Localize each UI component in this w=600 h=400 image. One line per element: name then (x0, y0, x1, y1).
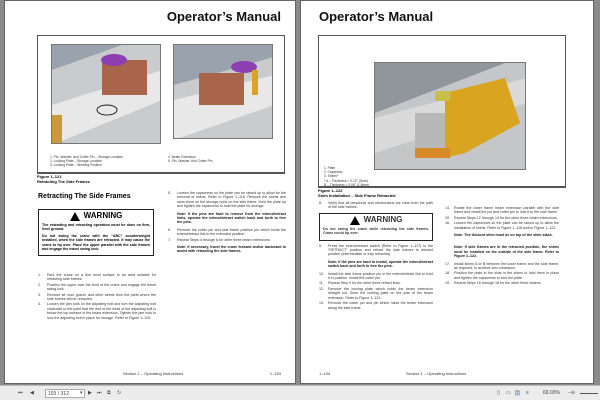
legend-item: B – Thickness = 0.06” (1.5mm) (324, 182, 370, 187)
continuous-page-icon[interactable]: ▭ (506, 390, 511, 396)
step-text: Position the upper over the front of the crane and engage the travel swing lock. (47, 282, 156, 292)
figure-image-working (173, 44, 273, 139)
step (168, 228, 286, 237)
step-number: 3. (38, 292, 41, 297)
step-text: Loosen the capscrews so the plate can be raised up to allow for the removal of shims. Refer to Figure 1–118. Remove the shims and store them on the storage hook on the side frame. Hold the plate up and tighten the capscrews to hold the plate for storage. (177, 191, 286, 209)
warning-icon (350, 216, 360, 225)
step (445, 206, 559, 215)
step-number: 4. (38, 302, 41, 307)
footer-section: Section 1 – Operating Instructions (123, 371, 184, 376)
step-number: 12. (319, 286, 324, 291)
figure-caption (37, 173, 285, 185)
figure-legend (324, 166, 369, 187)
single-page-icon[interactable]: ▯ (497, 390, 500, 396)
note: Note: If the pins are hard to remove from the extend/retract links, operate the extend/retract switch back and forth to free the pins. (177, 211, 286, 225)
step (445, 221, 559, 230)
note: Note: If the pins are hard to install, operate the extend/retract switch back and forth to free the pins. (328, 259, 433, 269)
figure-1-122 (318, 35, 566, 187)
page-number-input[interactable]: 193 / 312 (45, 389, 85, 398)
step (319, 281, 433, 285)
zoom-out-icon[interactable]: −⊖ (568, 390, 576, 396)
warning-icon (70, 212, 80, 221)
step-text: Verify that all personnel and obstructions are clear from the path of the side frames. (328, 201, 433, 210)
last-page-icon[interactable]: ⏭ (97, 390, 102, 396)
next-page-icon[interactable]: ▶ (88, 390, 92, 396)
figure-1-121 (37, 35, 285, 173)
note: Note: If side frames are in the retracted position, the shims must be installed on the outside of the side frame. Refer to Figure 1–122. (454, 245, 559, 259)
legend-item: * A – Thickness = 0.12” (3mm) (324, 178, 369, 183)
step-text: Position the plate in the slots in the shims to hold them in place and tighten the capscrews to lock the plate. (454, 271, 559, 280)
step (38, 302, 156, 320)
rotate-icon[interactable]: ↻ (117, 390, 122, 396)
step (168, 191, 286, 209)
step-number: 6. (168, 227, 171, 232)
two-page-icon[interactable]: ◫ (515, 390, 520, 396)
step-number: 10. (319, 271, 324, 276)
step-text: Remove the locking plate which holds the beam extension straight out. Store the locking plate on the side of the beam extension. Refer to Figure 1–121. (328, 286, 433, 300)
step-text: Loosen the capscrews so the plate can be raised up to allow the installation of shims. Refer to Figure 1–118 and/or Figure 1–122. (454, 221, 559, 230)
step-number: 11. (319, 281, 324, 286)
legend-item: 3. Locking Plate – Working Position (50, 163, 102, 168)
step (319, 244, 433, 257)
step-number: 1. (38, 273, 41, 277)
warning-text: The extending and retracting operation must be done on firm, level ground. (42, 223, 150, 232)
step-number: 8. (319, 201, 322, 205)
shim-illustration (375, 63, 526, 170)
steps-column (445, 206, 559, 287)
figure-legend (168, 155, 212, 163)
step (38, 283, 156, 292)
copy-icon[interactable]: ⧉ (107, 390, 111, 396)
step (319, 287, 433, 300)
footer-section: Section 1 – Operating Instructions (406, 371, 467, 376)
step-number: 19. (445, 281, 450, 286)
warning-box (38, 209, 154, 256)
step-number: 7. (168, 237, 171, 242)
step-number: 15. (445, 215, 450, 220)
legend-item: 2. Locking Plate – Storage Location (50, 159, 103, 164)
scroll-icon[interactable]: ≡ (526, 390, 529, 396)
step-text: Park the crane on a firm level surface in an area suitable for retracting side frames. (47, 273, 156, 282)
warning-text: Do not swing the crane with the “ABC” counterweight installed, when the side frames are retracted. It may cause the crane to tip over. Place the upper parallel with the side frames and engage the travel swing lock. (42, 233, 150, 252)
page-title: Operator’s Manual (166, 9, 281, 24)
crane-illustration (174, 45, 273, 139)
warning-box (319, 213, 433, 241)
figure-image-storage (51, 44, 161, 144)
steps-column (38, 273, 156, 321)
steps-column (319, 201, 433, 311)
footer-page-number: 1–193 (269, 371, 281, 376)
step-number: 13. (319, 301, 324, 306)
legend-item: 2. Capscrew (324, 170, 343, 175)
section-heading: Retracting The Side Frames (38, 193, 131, 200)
step-text: Install shims A or B between the lower frame and the side frame, as required, to achieve zero clearance. (454, 261, 559, 271)
legend-item: 5. Pin, Washer, And Cotter Pin (168, 159, 213, 164)
caption-number: Figure 1–122 (318, 188, 343, 193)
crane-illustration (52, 45, 161, 144)
step-text: Repeat Step 9 for the other three retract links. (328, 281, 401, 286)
step-number: 14. (445, 206, 450, 210)
zoom-level[interactable]: 69.03% (543, 390, 560, 396)
first-page-icon[interactable]: ⏮ (18, 390, 23, 396)
note: Note: The thickest shim must be on top of the shim stack. (454, 233, 553, 238)
viewer-toolbar (0, 385, 600, 400)
right-page (300, 0, 594, 384)
step (319, 201, 433, 210)
step (445, 281, 559, 285)
step-text: Loosen the jam nuts on the adjusting bolt and turn the adjusting bolt clockwise to the point that the end of the head of the adjusting bolt is below the top surface of the beam extension. Tighten the jam nuts to lock the adjusting bolt in place for storage. Refer to Figure 1–120. (47, 302, 156, 320)
caption-number: Figure 1–121 (37, 174, 62, 179)
step-text: Install the side frame position pin in the extend/retract link to hold it in position. Install the cotter pin. (328, 271, 433, 281)
step-text: Repeat Steps 4 through 6 for other three beam extensions. (177, 237, 271, 242)
legend-item: 4. Beam Extension (168, 155, 196, 159)
figure-caption (318, 187, 566, 199)
step-number: 9. (319, 243, 322, 248)
step (168, 238, 286, 242)
step (445, 262, 559, 271)
warning-text: Do not swing the crane while retracting the side frames. Crane could tip over. (323, 226, 429, 236)
step (445, 271, 559, 280)
legend-item: 1. Plate (324, 166, 336, 170)
step (38, 293, 156, 302)
footer-page-number: 1–194 (319, 371, 331, 376)
figure-image-shim (374, 62, 526, 170)
step-text: Repeat Steps 16 through 18 for the other three beams. (454, 281, 542, 286)
steps-column (168, 191, 286, 257)
step-text: Press the extend/retract switch (Refer to Figure 1–117) to the “RETRACT” position and retract the side frames to desired position (intermediate or fully retracted). (328, 243, 433, 257)
step (319, 301, 433, 310)
caption-title: Retracting The Side Frames (37, 178, 90, 184)
caption-title: Shim Installation – Side Frame Retracted (318, 192, 396, 198)
zoom-slider[interactable] (580, 393, 598, 394)
warning-label: WARNING (83, 211, 123, 221)
step-number: 17. (445, 261, 450, 266)
step-text: Repeat Steps 12 through 14 for the other three beam extensions. (454, 215, 558, 220)
step-text: Remove the cotter pin and side frame position pin which holds the extend/retract link in the extended position. (177, 227, 286, 237)
step-number: 5. (168, 191, 171, 195)
step-number: 2. (38, 282, 41, 287)
previous-page-icon[interactable]: ◀ (30, 390, 34, 396)
step-text: Remove the cotter pin and pin which holds the beam extension along the side frame. (328, 301, 433, 310)
step (445, 216, 559, 220)
step-number: 18. (445, 271, 450, 276)
legend-item: 1. Pin, Washer, And Cotter Pin – Storage Location (50, 155, 124, 159)
step (38, 273, 156, 282)
note: Note: If necessary, travel the crane forward and/or backward to assist with retracting the side frames. (177, 245, 286, 254)
step (319, 272, 433, 281)
step-text: Remove all mud, gravel, and other debris from the parts where the side frames will be retracted. (47, 292, 156, 302)
left-page (4, 0, 296, 384)
page-title: Operator’s Manual (319, 9, 434, 24)
figure-legend (50, 155, 123, 168)
page-dropdown-icon[interactable]: ▾ (80, 390, 83, 396)
warning-label: WARNING (363, 215, 403, 225)
step-text: Rotate the lower frame beam extension parallel with the side frame and install the pin and cotter pin to lock it to the side frame. (454, 206, 559, 215)
step-number: 16. (445, 221, 450, 226)
legend-item: 3. Shims* (324, 174, 339, 179)
